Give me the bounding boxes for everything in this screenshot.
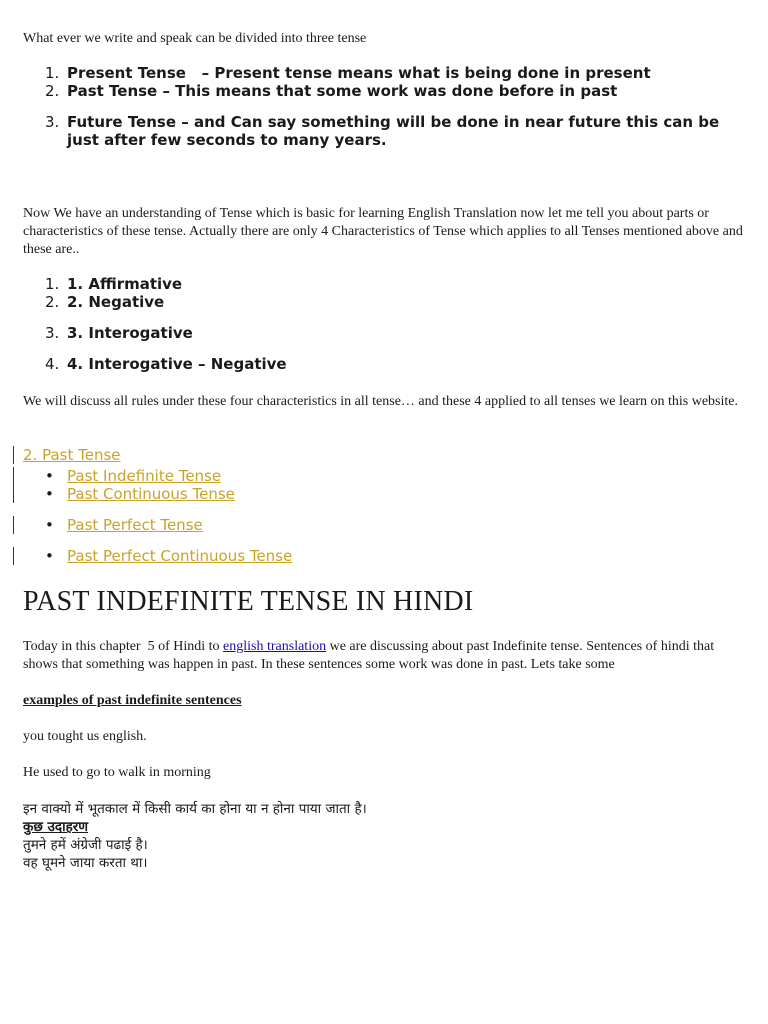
list-item-text: Past Tense – This means that some work was done before in past — [67, 82, 618, 100]
characteristics-intro: Now We have an understanding of Tense which is basic for learning English Translation now let me tell you about parts or characteristics of these tense. Actually there are only 4 Characteristics of Tense which applies to all Tenses mentioned above and these are.. — [23, 206, 743, 257]
list-item-text: 2. Negative — [67, 293, 165, 311]
past-indefinite-link[interactable]: Past Indefinite Tense — [67, 467, 222, 485]
list-item — [23, 275, 743, 293]
list-number: 4. — [45, 355, 60, 373]
list-item — [23, 485, 423, 503]
page-title: PAST INDEFINITE TENSE IN HINDI — [23, 586, 474, 617]
list-number: 1. — [45, 64, 60, 82]
list-item — [23, 516, 423, 534]
margin-bar — [13, 547, 14, 565]
today-paragraph — [23, 638, 745, 674]
list-item — [23, 82, 743, 100]
bullet-icon: • — [45, 516, 54, 534]
list-item — [23, 293, 743, 311]
bullet-icon: • — [45, 485, 54, 503]
past-tense-heading-link[interactable]: 2. Past Tense — [23, 446, 121, 464]
list-item — [23, 64, 743, 82]
list-item — [23, 355, 743, 373]
today-text-before: Today in this chapter 5 of Hindi to — [23, 639, 224, 654]
tense-list — [23, 64, 743, 149]
list-item — [23, 113, 743, 149]
margin-bar — [13, 467, 14, 503]
list-number: 3. — [45, 324, 60, 342]
list-item — [23, 547, 423, 565]
list-item-text: 1. Affirmative — [67, 275, 183, 293]
margin-bar — [13, 516, 14, 534]
past-perfect-link[interactable]: Past Perfect Tense — [67, 516, 203, 534]
discuss-text: We will discuss all rules under these four characteristics in all tense… and these 4 applied to all tenses we learn on this website. — [23, 394, 738, 409]
bullet-icon: • — [45, 467, 54, 485]
example-sentence: you tought us english. — [23, 729, 147, 744]
hindi-line: वह घूमने जाया करता था। — [23, 855, 148, 871]
list-item — [23, 324, 743, 342]
past-tense-links — [23, 467, 423, 565]
today-text-after: we are discussing about past Indefinite tense. Sentences of hindi that shows that something was happen in past. In these sentences some work was done in past. Lets take some — [23, 639, 715, 672]
list-item-text: Present Tense – Present tense means what is being done in present — [67, 64, 651, 82]
hindi-line: इन वाक्यो में भूतकाल में किसी कार्य का होना या न होना पाया जाता है। — [23, 801, 367, 817]
intro-text: What ever we write and speak can be divided into three tense — [23, 31, 367, 46]
list-number: 1. — [45, 275, 60, 293]
english-translation-link[interactable]: english translation — [223, 639, 327, 654]
bullet-icon: • — [45, 547, 54, 565]
list-item-text: 4. Interogative – Negative — [67, 355, 287, 373]
examples-heading: examples of past indefinite sentences — [23, 693, 242, 708]
list-item-text: 3. Interogative — [67, 324, 193, 342]
example-sentence: He used to go to walk in morning — [23, 765, 211, 780]
list-item — [23, 467, 423, 485]
hindi-line: तुमने हमें अंग्रेजी पढाई है। — [23, 837, 148, 853]
past-perfect-continuous-link[interactable]: Past Perfect Continuous Tense — [67, 547, 293, 565]
list-item-text: Future Tense – and Can say something will be done in near future this can be just after few seconds to many years. — [67, 113, 720, 149]
characteristics-list — [23, 275, 743, 373]
hindi-heading: कुछ उदाहरण — [23, 819, 89, 835]
list-number: 2. — [45, 82, 60, 100]
margin-bar — [13, 446, 14, 464]
list-number: 2. — [45, 293, 60, 311]
list-number: 3. — [45, 113, 60, 131]
past-continuous-link[interactable]: Past Continuous Tense — [67, 485, 235, 503]
